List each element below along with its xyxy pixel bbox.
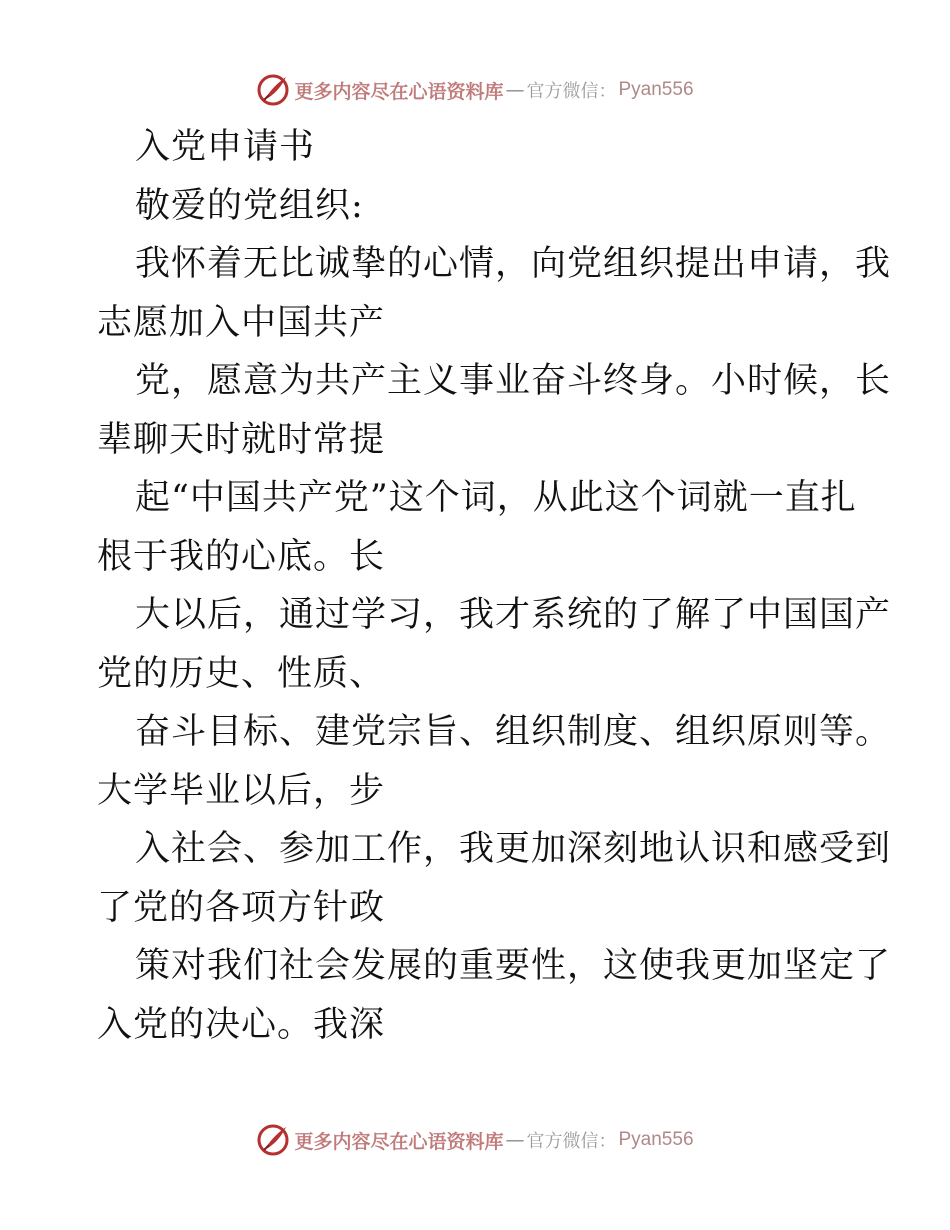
paragraph-line: 党的历史、性质、 xyxy=(97,653,386,694)
salutation: 敬爱的党组织: xyxy=(135,185,364,226)
header-banner xyxy=(0,70,950,110)
document-body xyxy=(97,118,892,1054)
paragraph-line: 策对我们社会发展的重要性，这使我更加坚定了 xyxy=(135,946,892,986)
wechat-label: 官方微信： xyxy=(526,1131,617,1152)
wechat-id: Pyan556 xyxy=(618,79,694,100)
paragraph-line: 我怀着无比诚挚的心情，向党组织提出申请，我 xyxy=(135,244,892,284)
paragraph-line: 奋斗目标、建党宗旨、组织制度、组织原则等。 xyxy=(135,712,892,752)
wechat-label: 官方微信： xyxy=(526,81,617,102)
brand-text: 更多内容尽在心语资料库 xyxy=(294,1130,504,1153)
banner-separator: — xyxy=(505,79,525,101)
paragraph-line: 根于我的心底。长 xyxy=(97,536,386,577)
footer-banner xyxy=(0,1120,950,1160)
brand-text: 更多内容尽在心语资料库 xyxy=(294,80,504,103)
banner-separator: — xyxy=(505,1129,525,1151)
paragraph-line: 党，愿意为共产主义事业奋斗终身。小时候，长 xyxy=(135,361,892,401)
quill-pen-logo-icon xyxy=(256,1123,290,1157)
wechat-id: Pyan556 xyxy=(618,1129,694,1150)
paragraph-line: 辈聊天时就时常提 xyxy=(97,419,386,460)
paragraph-line: 入党的决心。我深 xyxy=(97,1004,386,1045)
doc-title: 入党申请书 xyxy=(135,127,316,167)
paragraph-line: 起“中国共产党”这个词，从此这个词就一直扎 xyxy=(135,478,857,518)
paragraph-line: 大学毕业以后，步 xyxy=(97,770,386,811)
paragraph-line: 志愿加入中国共产 xyxy=(97,302,386,343)
paragraph-line: 入社会、参加工作，我更加深刻地认识和感受到 xyxy=(135,829,892,869)
quill-pen-logo-icon xyxy=(256,73,290,107)
paragraph-line: 了党的各项方针政 xyxy=(97,887,386,928)
paragraph-line: 大以后，通过学习，我才系统的了解了中国国产 xyxy=(135,595,892,635)
